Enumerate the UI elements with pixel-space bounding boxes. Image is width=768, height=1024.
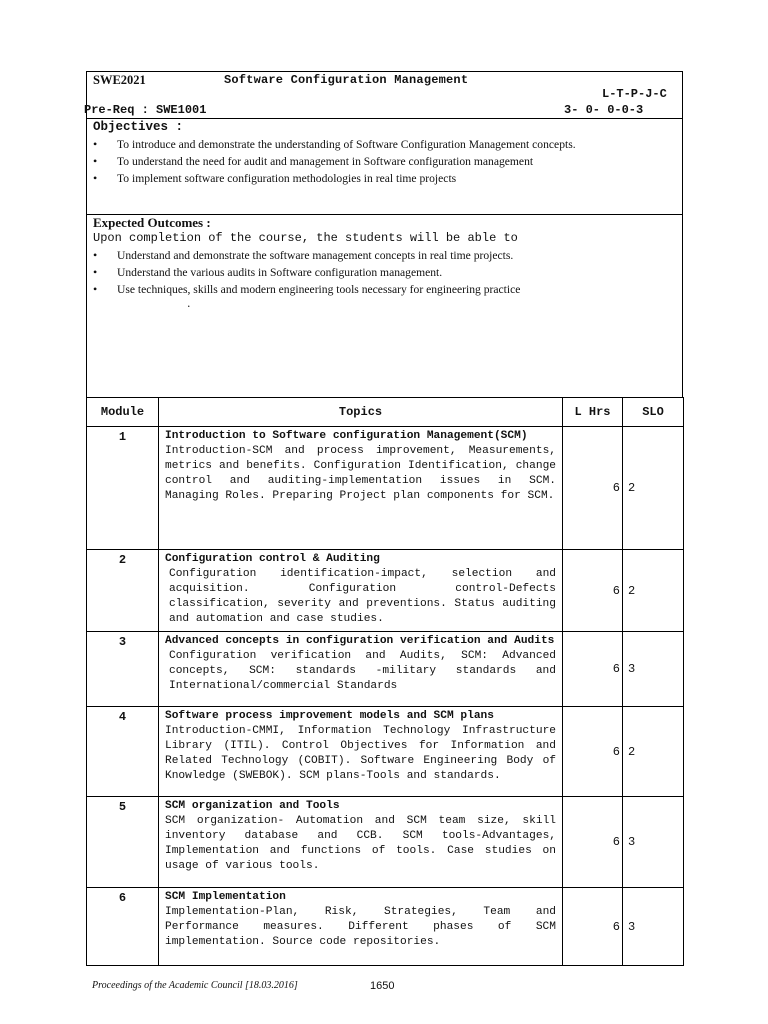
module-topic [159, 550, 563, 632]
outcomes-intro: Upon completion of the course, the students will be able to [93, 231, 518, 245]
module-lhrs: 6 [563, 707, 623, 797]
module-title: SCM Implementation [165, 891, 286, 903]
footer-proceedings: Proceedings of the Academic Council [18.03.2016] [92, 980, 298, 991]
module-number: 2 [87, 550, 159, 632]
objectives-list [91, 136, 576, 187]
module-slo: 3 [623, 797, 684, 888]
module-number: 5 [87, 797, 159, 888]
module-topic [159, 797, 563, 888]
module-slo: 2 [623, 550, 684, 632]
module-topic [159, 888, 563, 966]
module-title: SCM organization and Tools [165, 800, 340, 812]
module-number: 4 [87, 707, 159, 797]
table-row [87, 427, 684, 550]
column-header-module: Module [87, 398, 159, 427]
ltpjc-label: L-T-P-J-C [602, 87, 667, 101]
module-title: Introduction to Software configuration Management(SCM) [165, 430, 528, 442]
ltpjc-value: 3- 0- 0-0-3 [564, 103, 644, 117]
footer-page-number: 1650 [370, 980, 395, 992]
outcomes-heading: Expected Outcomes : [93, 215, 211, 230]
objectives-heading: Objectives : [93, 120, 184, 134]
column-header-topics: Topics [159, 398, 563, 427]
course-code: SWE2021 [93, 73, 146, 87]
table-row [87, 550, 684, 632]
module-title: Configuration control & Auditing [165, 553, 380, 565]
module-description: SCM organization- Automation and SCM team size, skill inventory database and CCB. SCM tools-Advantages, Implementation and functions of tools. Case studies on usage of various tools. [165, 815, 556, 872]
module-topic [159, 707, 563, 797]
module-lhrs: 6 [563, 797, 623, 888]
module-lhrs: 6 [563, 550, 623, 632]
module-number: 1 [87, 427, 159, 550]
module-topic [159, 632, 563, 707]
list-item: • Understand the various audits in Software configuration management. [91, 264, 520, 281]
outcomes-list [91, 247, 520, 298]
module-description: Configuration identification-impact, selection and acquisition. Configuration control-Defects classification, severity and preventions. Status auditing and automation and case studies. [169, 568, 556, 625]
course-title: Software Configuration Management [224, 73, 469, 87]
table-row [87, 888, 684, 966]
module-title: Software process improvement models and SCM plans [165, 710, 494, 722]
column-header-lhrs: L Hrs [563, 398, 623, 427]
prereq: Pre-Req : SWE1001 [84, 103, 207, 117]
module-description: Implementation-Plan, Risk, Strategies, Team and Performance measures. Different phases of SCM implementation. Source code repositories. [165, 906, 556, 948]
module-description: Introduction-CMMI, Information Technology Infrastructure Library (ITIL). Control Objectives for Information and Related Technology (COBIT). Software Engineering Body of Knowledge (SWEBOK). SCM plans-Tools and standards. [165, 725, 556, 782]
outcomes-section [86, 214, 683, 398]
syllabus-page [84, 71, 683, 948]
module-lhrs: 6 [563, 427, 623, 550]
modules-table [86, 397, 684, 966]
course-header [86, 71, 683, 119]
list-item: • To understand the need for audit and management in Software configuration management [91, 153, 576, 170]
list-item: • Understand and demonstrate the software management concepts in real time projects. [91, 247, 520, 264]
module-number: 3 [87, 632, 159, 707]
objectives-section [86, 118, 683, 215]
table-row [87, 632, 684, 707]
table-row [87, 707, 684, 797]
module-lhrs: 6 [563, 888, 623, 966]
module-lhrs: 6 [563, 632, 623, 707]
module-slo: 2 [623, 707, 684, 797]
module-description: Introduction-SCM and process improvement, Measurements, metrics and benefits. Configuration Identification, change control and auditing-implementation issues in SCM. Managing Roles. Preparing Project plan components for SCM. [165, 445, 556, 502]
outcomes-trailing: . [187, 297, 191, 310]
column-header-slo: SLO [623, 398, 684, 427]
module-slo: 3 [623, 888, 684, 966]
list-item: • To implement software configuration methodologies in real time projects [91, 170, 576, 187]
module-topic [159, 427, 563, 550]
module-slo: 2 [623, 427, 684, 550]
table-row [87, 797, 684, 888]
module-title: Advanced concepts in configuration verification and Audits [165, 635, 555, 647]
table-header-row [87, 398, 684, 427]
list-item: • Use techniques, skills and modern engineering tools necessary for engineering practice [91, 281, 520, 298]
module-slo: 3 [623, 632, 684, 707]
module-number: 6 [87, 888, 159, 966]
list-item: • To introduce and demonstrate the understanding of Software Configuration Management concepts. [91, 136, 576, 153]
module-description: Configuration verification and Audits, SCM: Advanced concepts, SCM: standards -military standards and International/commercial Standards [169, 650, 556, 692]
